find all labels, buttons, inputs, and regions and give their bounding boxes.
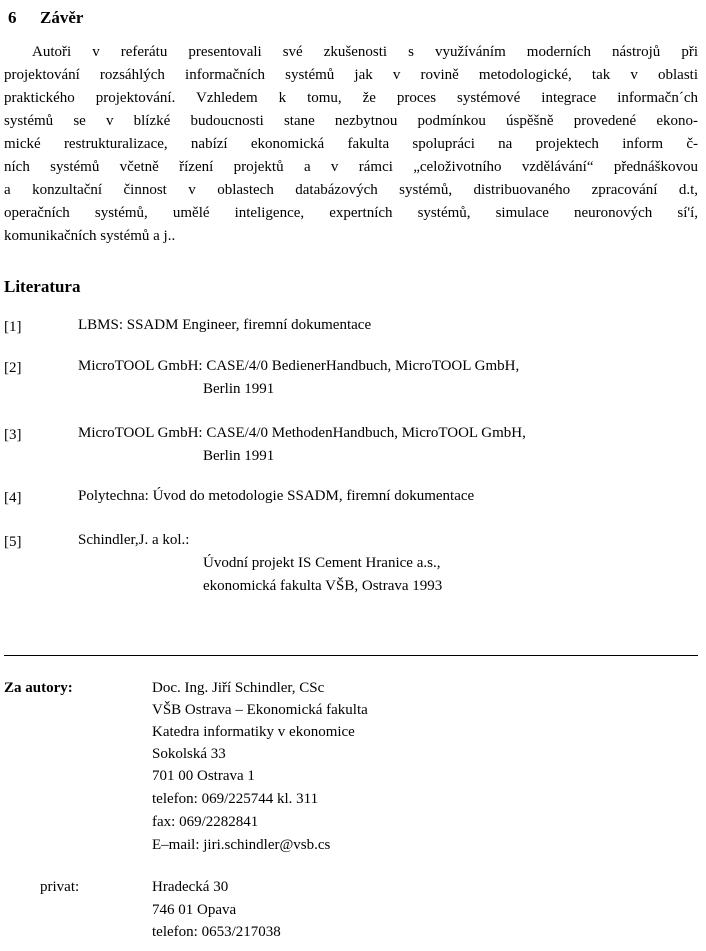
private-address-line: Hradecká 30 [152, 879, 229, 895]
private-address-line: 746 01 Opava [152, 902, 237, 918]
author-phone: telefon: 069/225744 kl. 311 [152, 791, 319, 807]
conclusion-line: komunikačních systémů a j.. [4, 228, 176, 244]
reference-number: [5] [4, 534, 22, 550]
reference-number: [4] [4, 490, 22, 506]
reference-number: [1] [4, 319, 22, 335]
reference-number: [3] [4, 427, 22, 443]
divider-rule [4, 655, 698, 656]
conclusion-line: projektování rozsáhlých informačních systémů jak v rovině metodologické, tak v oblasti [4, 67, 698, 83]
author-email: E–mail: jiri.schindler@vsb.cs [152, 837, 331, 853]
conclusion-line: operačních systémů, umělé inteligence, expertních systémů, simulace neuronových sí'í, [4, 205, 698, 221]
author-address-line: Katedra informatiky v ekonomice [152, 724, 355, 740]
section-heading [8, 8, 83, 28]
reference-text: MicroTOOL GmbH: CASE/4/0 MethodenHandbuch, MicroTOOL GmbH, [78, 425, 526, 441]
conclusion-line: ních systémů včetně řízení projektů a v rámci „celoživotního vzdělávání“ přednáškovou [4, 159, 698, 175]
author-fax: fax: 069/2282841 [152, 814, 259, 830]
reference-text: Úvodní projekt IS Cement Hranice a.s., [203, 555, 441, 571]
reference-number: [2] [4, 360, 22, 376]
author-address-line: Sokolská 33 [152, 746, 226, 762]
reference-text: Polytechna: Úvod do metodologie SSADM, firemní dokumentace [78, 488, 475, 504]
conclusion-line: praktického projektování. Vzhledem k tomu, že proces systémové integrace informačn´ch [4, 90, 698, 106]
reference-text: Schindler,J. a kol.: [78, 532, 190, 548]
section-number: 6 [8, 8, 17, 27]
author-address-line: 701 00 Ostrava 1 [152, 768, 255, 784]
authors-label: Za autory: [4, 680, 73, 696]
reference-text: Berlin 1991 [203, 448, 275, 464]
section-title: Závěr [40, 8, 84, 27]
conclusion-line: Autoři v referátu presentovali své zkušenosti s využíváním moderních nástrojů při [32, 44, 698, 60]
author-address-line: VŠB Ostrava – Ekonomická fakulta [152, 702, 368, 718]
author-address-line: Doc. Ing. Jiří Schindler, CSc [152, 680, 325, 696]
conclusion-line: mické restrukturalizace, nabízí ekonomická fakulta spolupráci na projektech inform č- [4, 136, 698, 152]
reference-text: Berlin 1991 [203, 381, 275, 397]
conclusion-line: systémů se v blízké budoucnosti stane nezbytnou podmínkou úspěšně provedené ekono- [4, 113, 698, 129]
reference-text: MicroTOOL GmbH: CASE/4/0 BedienerHandbuch, MicroTOOL GmbH, [78, 358, 520, 374]
reference-text: ekonomická fakulta VŠB, Ostrava 1993 [203, 578, 443, 594]
private-label: privat: [40, 879, 80, 895]
private-phone: telefon: 0653/217038 [152, 924, 281, 940]
literature-heading: Literatura [4, 277, 81, 296]
conclusion-line: a konzultační činnost v oblastech databázových systémů, distribuovaného zpracování d.t, [4, 182, 698, 198]
reference-text: LBMS: SSADM Engineer, firemní dokumentace [78, 317, 372, 333]
